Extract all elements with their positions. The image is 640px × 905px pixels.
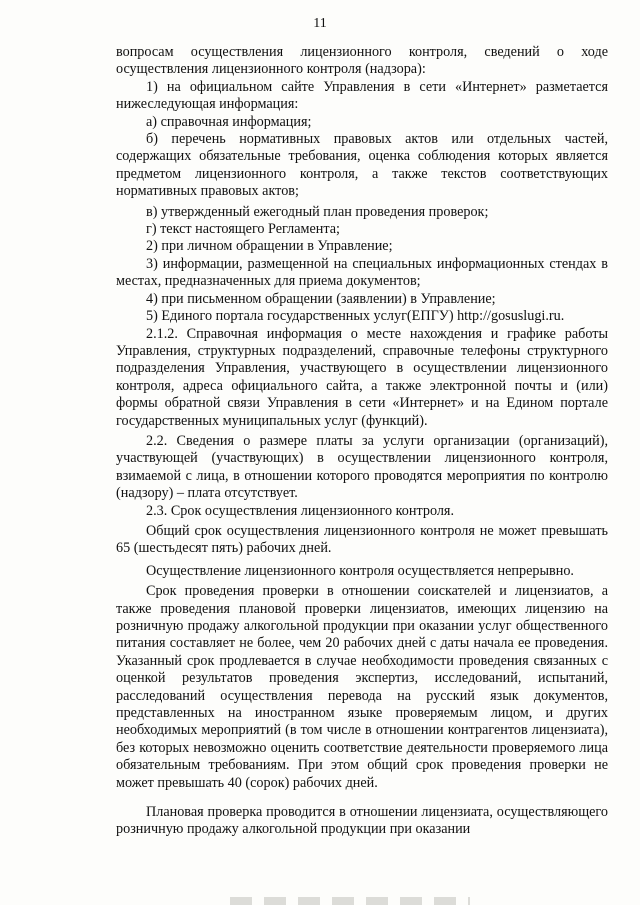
paragraph-inspection-term: Срок проведения проверки в отношении соискателей и лицензиатов, а также проведения плановой проверки лицензиатов, имеющих лицензию на розничную продажу алкогольной продукции при оказании услуг общественного питания составляет не более, чем 20 рабочих дней с даты начала ее проведения. Указанный срок продлевается в случае необходимости проведения связанных с оценкой результатов проведения экспертиз, исследований, испытаний, расследований осуществления перевода на русский язык документов, представленных на иностранном языке проверяемым лицом, и других необходимых мероприятий (в том числе в отношении контрагентов лицензиата), без которых невозможно оценить соответствие деятельности проверяемого лица обязательным требованиям. При этом общий срок проведения проверки не может превышать 40 (сорок) рабочих дней.: [116, 583, 608, 791]
paragraph-general-term: Общий срок осуществления лицензионного контроля не может превышать 65 (шестьдесят пять) рабочих дней.: [116, 522, 608, 557]
paragraph-2-1-2: 2.1.2. Справочная информация о месте нахождения и графике работы Управления, структурных подразделений, справочные телефоны структурного подразделения Управления, участвующего в осуществлении лицензионного контроля, адреса официального сайта, а также электронной почты и (или) формы обратной связи Управления в сети «Интернет» и на Едином портале государственных муниципальных услуг (функций).: [116, 325, 608, 429]
paragraph-written-request: 4) при письменном обращении (заявлении) в Управление;: [146, 290, 496, 307]
paragraph-personal-visit: 2) при личном обращении в Управление;: [146, 238, 393, 255]
paragraph-planned-inspection: Плановая проверка проводится в отношении лицензиата, осуществляющего розничную продажу алкогольной продукции при оказании: [116, 804, 608, 838]
paragraph-item-g: г) текст настоящего Регламента;: [146, 221, 341, 238]
paragraph-item-v: в) утвержденный ежегодный план проведения проверок;: [146, 203, 489, 220]
paragraph-internet-site: 1) на официальном сайте Управления в сети «Интернет» разметается нижеследующая информация:: [116, 78, 608, 113]
paragraph-item-b: б) перечень нормативных правовых актов или отдельных частей, содержащих обязательные требования, оценка соблюдения которых является предметом лицензионного контроля, а также текстов соответствующих нормативных правовых актов;: [116, 131, 608, 200]
paragraph-info-stands: 3) информации, размещенной на специальных информационных стендах в местах, предназначенных для приема документов;: [116, 255, 608, 290]
paragraph-2-3: 2.3. Срок осуществления лицензионного контроля.: [146, 502, 455, 519]
scan-artifact: [230, 897, 470, 905]
paragraph-continuation: вопросам осуществления лицензионного контроля, сведений о ходе осуществления лицензионного контроля (надзора):: [116, 44, 608, 78]
paragraph-item-a: а) справочная информация;: [146, 113, 312, 130]
paragraph-epgu: 5) Единого портала государственных услуг(ЕПГУ) http://gosuslugi.ru.: [146, 308, 565, 325]
paragraph-continuous: Осуществление лицензионного контроля осуществляется непрерывно.: [146, 562, 574, 579]
page-number: 11: [313, 16, 327, 31]
document-body: [116, 44, 608, 839]
paragraph-2-2: 2.2. Сведения о размере платы за услуги организации (организаций), участвующей (участвующих) в осуществлении лицензионного контроля, взимаемой с лица, в отношении которого проводятся мероприятия по контролю (надзору) – плата отсутствует.: [116, 432, 608, 502]
